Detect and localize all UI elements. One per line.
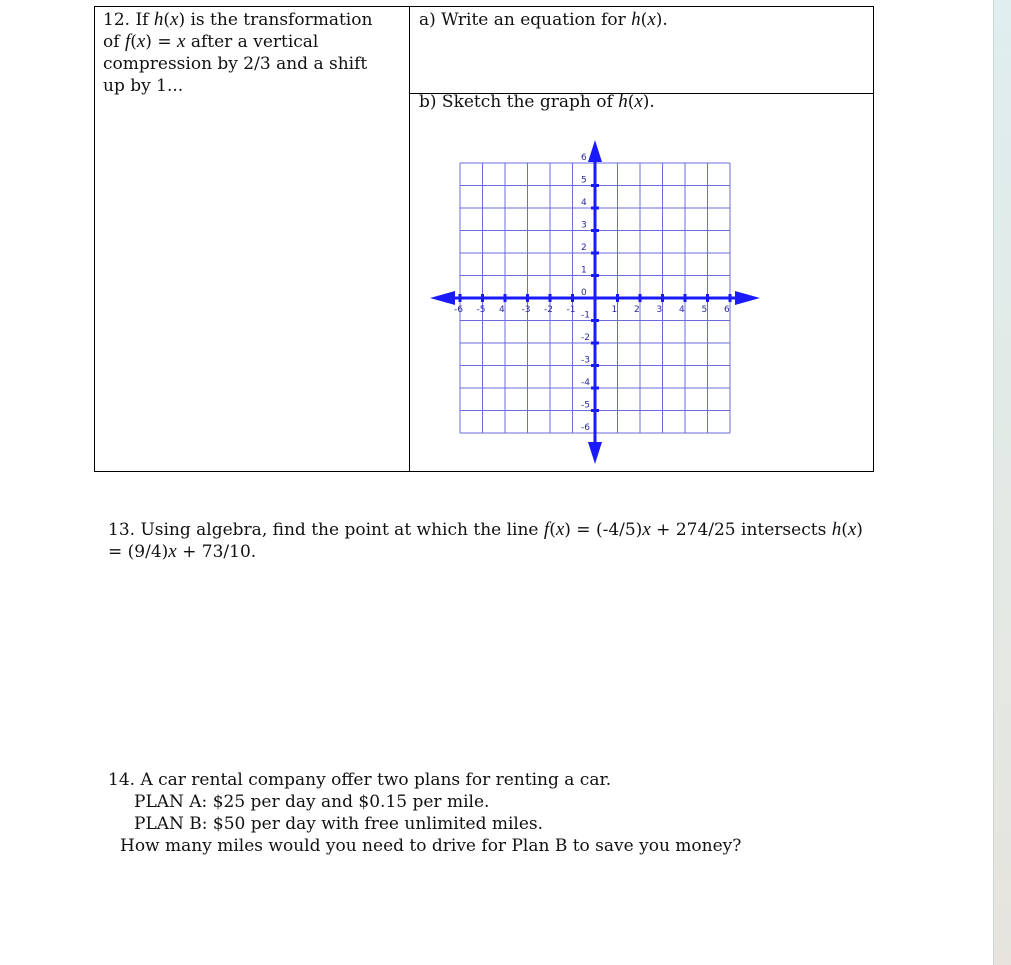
scrollbar[interactable] <box>993 0 1011 965</box>
text: ( <box>163 10 170 30</box>
text: ). <box>655 10 668 30</box>
text: h <box>618 91 628 112</box>
text: x <box>847 519 857 540</box>
text: ) <box>856 520 863 540</box>
y-tick-label: -5 <box>581 400 590 411</box>
text: + 73/10. <box>176 542 257 562</box>
x-tick-label: -6 <box>454 305 463 315</box>
x-tick-label: -1 <box>566 305 576 315</box>
x-tick-label: 6 <box>724 305 730 315</box>
text: f <box>543 519 550 540</box>
text: ( <box>640 10 648 30</box>
text: x <box>555 519 565 540</box>
text: 12. If <box>103 10 154 30</box>
y-tick-label: 5 <box>581 175 587 186</box>
text: x <box>634 91 643 112</box>
x-axis-left-arrow <box>430 291 455 305</box>
text: up by 1... <box>103 76 184 96</box>
text: + 274/25 intersects <box>650 520 832 540</box>
text: ) = (-4/5) <box>564 520 643 540</box>
question-12b-cell <box>410 89 873 115</box>
text: x <box>176 31 186 52</box>
x-tick-label: -2 <box>544 305 553 315</box>
text: ). <box>642 92 655 112</box>
plan-b: PLAN B: $50 per day with free unlimited miles. <box>134 814 544 834</box>
text: ( <box>841 520 848 540</box>
x-tick-label: -5 <box>476 305 486 315</box>
text: after a vertical <box>185 32 319 52</box>
text: compression by 2/3 and a shift <box>103 54 368 74</box>
text: h <box>631 9 641 30</box>
y-tick-label: 0 <box>581 288 587 298</box>
text: x <box>136 31 146 52</box>
y-tick-label: -4 <box>581 378 590 388</box>
y-tick-label: 1 <box>581 265 587 276</box>
y-axis-top-arrow <box>588 140 602 162</box>
x-tick-label: 5 <box>701 305 708 315</box>
text: of <box>103 32 125 52</box>
text: 14. A car rental company offer two plans for renting a car. <box>108 770 612 790</box>
x-tick-label: 3 <box>656 305 663 315</box>
y-tick-label: -3 <box>581 355 590 366</box>
text: h <box>831 519 842 540</box>
y-axis-bottom-arrow <box>588 442 602 464</box>
text: a) Write an equation for <box>419 10 632 30</box>
x-tick-label: 4 <box>679 305 685 315</box>
text: ) is the transformation <box>178 10 373 30</box>
text: ( <box>549 520 556 540</box>
text: ( <box>130 32 137 52</box>
text: x <box>168 541 177 562</box>
x-tick-label: 4 <box>499 305 505 315</box>
text: How many miles would you need to drive for Plan B to save you money? <box>120 836 742 856</box>
text: ) = <box>145 32 177 52</box>
text: ( <box>627 92 635 112</box>
coordinate-grid <box>430 138 765 468</box>
y-tick-label: 3 <box>581 220 587 231</box>
y-tick-label: -1 <box>581 310 590 321</box>
text: 13. Using algebra, find the point at which the line <box>108 520 544 540</box>
x-tick-label: 2 <box>634 305 640 315</box>
x-tick-label: -3 <box>521 305 531 315</box>
y-tick-label: -6 <box>581 423 590 433</box>
text: b) Sketch the graph of <box>419 92 619 112</box>
y-tick-label: 2 <box>581 243 587 253</box>
question-13 <box>108 519 888 563</box>
x-axis-right-arrow <box>735 291 760 305</box>
text: = (9/4) <box>108 542 169 562</box>
text: h <box>153 9 164 30</box>
y-tick-label: 4 <box>581 198 587 208</box>
question-12-prompt <box>95 7 410 471</box>
text: x <box>170 9 179 30</box>
question-14 <box>108 769 741 857</box>
plan-a: PLAN A: $25 per day and $0.15 per mile. <box>134 792 490 812</box>
x-tick-label: 1 <box>611 305 618 315</box>
question-12a-cell <box>410 7 873 94</box>
y-tick-label: -2 <box>581 333 590 343</box>
y-tick-label: 6 <box>581 153 587 163</box>
text: f <box>124 31 131 52</box>
text: x <box>647 9 656 30</box>
text: x <box>642 519 651 540</box>
